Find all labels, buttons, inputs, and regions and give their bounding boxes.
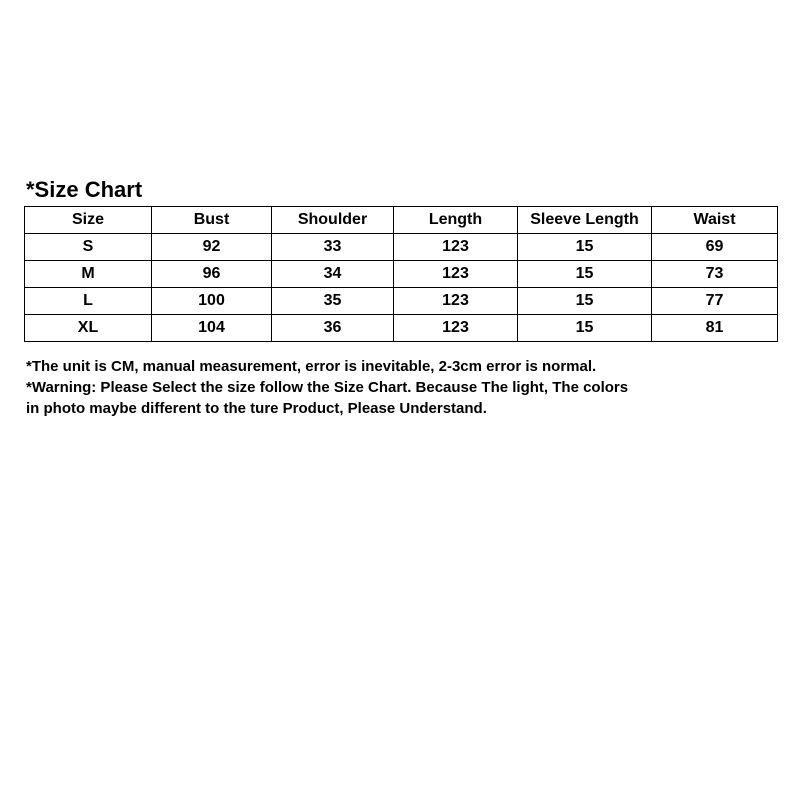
cell-size: M <box>25 261 152 288</box>
cell-shoulder: 34 <box>272 261 394 288</box>
cell-shoulder: 33 <box>272 234 394 261</box>
cell-sleeve-length: 15 <box>518 288 652 315</box>
column-header-length: Length <box>394 207 518 234</box>
size-chart-table <box>24 206 778 342</box>
cell-length: 123 <box>394 315 518 342</box>
table-row <box>25 261 778 288</box>
column-header-waist: Waist <box>652 207 778 234</box>
cell-size: L <box>25 288 152 315</box>
cell-sleeve-length: 15 <box>518 261 652 288</box>
column-header-bust: Bust <box>152 207 272 234</box>
cell-length: 123 <box>394 234 518 261</box>
column-header-size: Size <box>25 207 152 234</box>
table-row <box>25 315 778 342</box>
cell-length: 123 <box>394 288 518 315</box>
page-title: *Size Chart <box>26 177 143 202</box>
cell-sleeve-length: 15 <box>518 315 652 342</box>
cell-waist: 81 <box>652 315 778 342</box>
cell-waist: 69 <box>652 234 778 261</box>
cell-size: S <box>25 234 152 261</box>
table-header-row <box>25 207 778 234</box>
table-row <box>25 234 778 261</box>
cell-bust: 96 <box>152 261 272 288</box>
column-header-shoulder: Shoulder <box>272 207 394 234</box>
cell-shoulder: 36 <box>272 315 394 342</box>
table-row <box>25 288 778 315</box>
cell-bust: 92 <box>152 234 272 261</box>
cell-bust: 104 <box>152 315 272 342</box>
measurement-note: *The unit is CM, manual measurement, error is inevitable, 2-3cm error is normal. *Warning: Please Select the size follow the Size Chart. Because The light, The colors in photo maybe different to the ture Product, Please Understand. <box>26 358 629 417</box>
cell-waist: 73 <box>652 261 778 288</box>
cell-waist: 77 <box>652 288 778 315</box>
cell-size: XL <box>25 315 152 342</box>
cell-length: 123 <box>394 261 518 288</box>
cell-shoulder: 35 <box>272 288 394 315</box>
cell-bust: 100 <box>152 288 272 315</box>
cell-sleeve-length: 15 <box>518 234 652 261</box>
column-header-sleeve-length: Sleeve Length <box>518 207 652 234</box>
